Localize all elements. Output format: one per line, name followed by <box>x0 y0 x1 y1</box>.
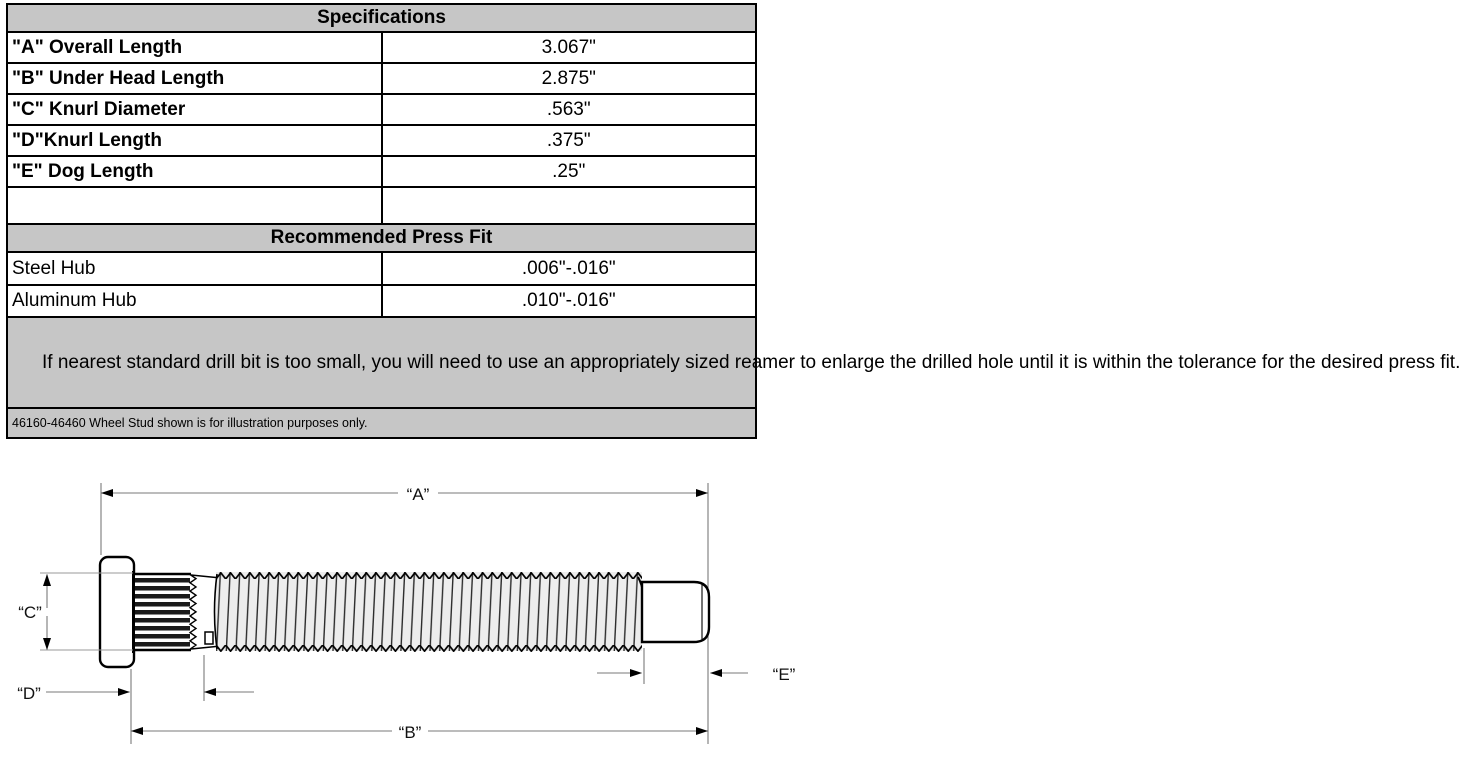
drill-note: If nearest standard drill bit is too small, you will need to use an appropriately sized reamer to enlarge the drilled hole until it is within the tolerance for the desired press fit. <box>7 317 756 408</box>
spec-value-a: 3.067" <box>382 32 757 63</box>
illustration-footnote: 46160-46460 Wheel Stud shown is for illustration purposes only. <box>7 408 756 438</box>
stud-knurl-section <box>134 574 216 650</box>
dim-label-d: “D” <box>17 684 41 703</box>
table-row <box>7 32 756 63</box>
table-row <box>7 252 756 285</box>
dim-label-b: “B” <box>398 723 422 742</box>
stud-dog-tip <box>642 582 709 642</box>
spec-table <box>6 3 1460 439</box>
press-fit-value-steel: .006"-.016" <box>382 252 757 285</box>
press-fit-value-aluminum: .010"-.016" <box>382 285 757 317</box>
spec-label-a: "A" Overall Length <box>7 32 382 63</box>
table-row <box>7 317 756 408</box>
dim-e <box>597 648 748 684</box>
spec-value-d: .375" <box>382 125 757 156</box>
dim-d <box>46 655 254 701</box>
empty-cell <box>7 187 382 224</box>
dog-outline <box>642 582 709 642</box>
spec-label-c: "C" Knurl Diameter <box>7 94 382 125</box>
wheel-stud-diagram <box>0 440 800 759</box>
knurl-taper-bottom <box>191 647 216 650</box>
dim-label-c: “C” <box>18 603 42 622</box>
stud-thread-section <box>215 572 645 652</box>
knurl-stripes <box>135 574 190 650</box>
press-fit-header: Recommended Press Fit <box>7 224 756 252</box>
spec-value-b: 2.875" <box>382 63 757 94</box>
thread-crest-bottom <box>216 645 642 652</box>
spec-value-e: .25" <box>382 156 757 187</box>
knurl-teeth-edge <box>190 575 196 650</box>
thread-crest-top <box>216 572 642 579</box>
dim-label-a: “A” <box>406 485 430 504</box>
table-row <box>7 125 756 156</box>
table-row <box>7 156 756 187</box>
spec-label-e: "E" Dog Length <box>7 156 382 187</box>
table-row <box>7 285 756 317</box>
empty-cell <box>382 187 757 224</box>
table-row <box>7 408 756 438</box>
empty-row <box>7 187 756 224</box>
table-row <box>7 94 756 125</box>
spec-value-c: .563" <box>382 94 757 125</box>
relief-notch <box>205 632 213 644</box>
press-fit-label-aluminum: Aluminum Hub <box>7 285 382 317</box>
table-row <box>7 4 756 32</box>
press-fit-label-steel: Steel Hub <box>7 252 382 285</box>
specifications-header: Specifications <box>7 4 756 32</box>
thread-hatching <box>216 572 642 651</box>
spec-label-d: "D"Knurl Length <box>7 125 382 156</box>
table-row <box>7 224 756 252</box>
spec-label-b: "B" Under Head Length <box>7 63 382 94</box>
dim-label-e: “E” <box>772 665 796 684</box>
table-row <box>7 63 756 94</box>
